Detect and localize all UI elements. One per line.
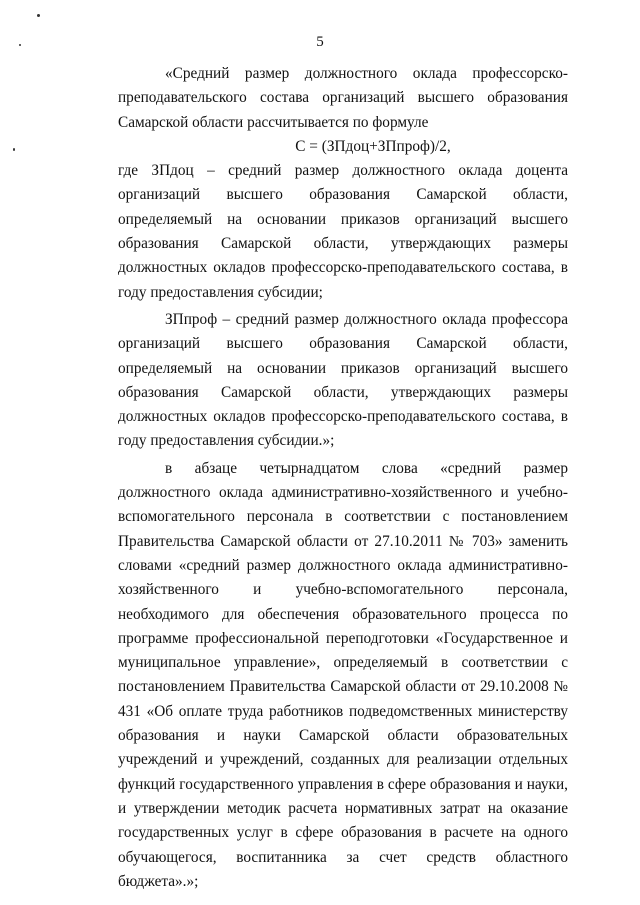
paragraph-zpprof-definition: ЗПпроф – средний размер должностного оклада профессора организаций высшего образования Самарской области, определяемый на основании приказов организаций высшего образования Самарской области, утверждающих размеры должностных окладов профессорско-преподавательского состава, в году предоставления субсидии.»; (118, 310, 568, 450)
paragraph-formula-intro: «Средний размер должностного оклада профессорско-преподавательского состава организаций высшего образования Самарской области рассчитывается по формуле (118, 65, 568, 131)
scan-speck (13, 148, 15, 151)
paragraph-amendment: в абзаце четырнадцатом слова «средний размер должностного оклада административно-хозяйственного и учебно-вспомогательного персонала в соответствии с постановлением Правительства Самарской области от 27.10.2011 № 703» заменить словами «средний размер должностного оклада административно-хозяйственного и учебно-вспомогательного персонала, необходимого для обеспечения образовательного процесса по программе профессиональной переподготовки «Государственное и муниципальное управление», определяемый в соответствии с постановлением Правительства Самарской области от 29.10.2008 № 431 «Об оплате труда работников подведомственных министерству образования и науки Самарской области образовательных учреждений и учреждений, созданных для реализации отдельных функций государственного управления в сфере образования и науки, и утверждении методик расчета нормативных затрат на оказание государственных услуг в сфере образования в расчете на одного обучающегося, воспитанника за счет средств областного бюджета».»; (118, 459, 568, 890)
paragraph-zpdoc-definition: где ЗПдоц – средний размер должностного оклада доцента организаций высшего образования Самарской области, определяемый на основании приказов организаций высшего образования Самарской области, утверждающих размеры должностных окладов профессорско-преподавательского состава, в году предоставления субсидии; (118, 162, 568, 301)
page-number: 5 (316, 34, 324, 50)
scan-speck (19, 44, 21, 46)
formula: С = (ЗПдоц+ЗПпроф)/2, (295, 137, 451, 155)
document-body (118, 62, 568, 894)
scan-speck (37, 14, 40, 17)
